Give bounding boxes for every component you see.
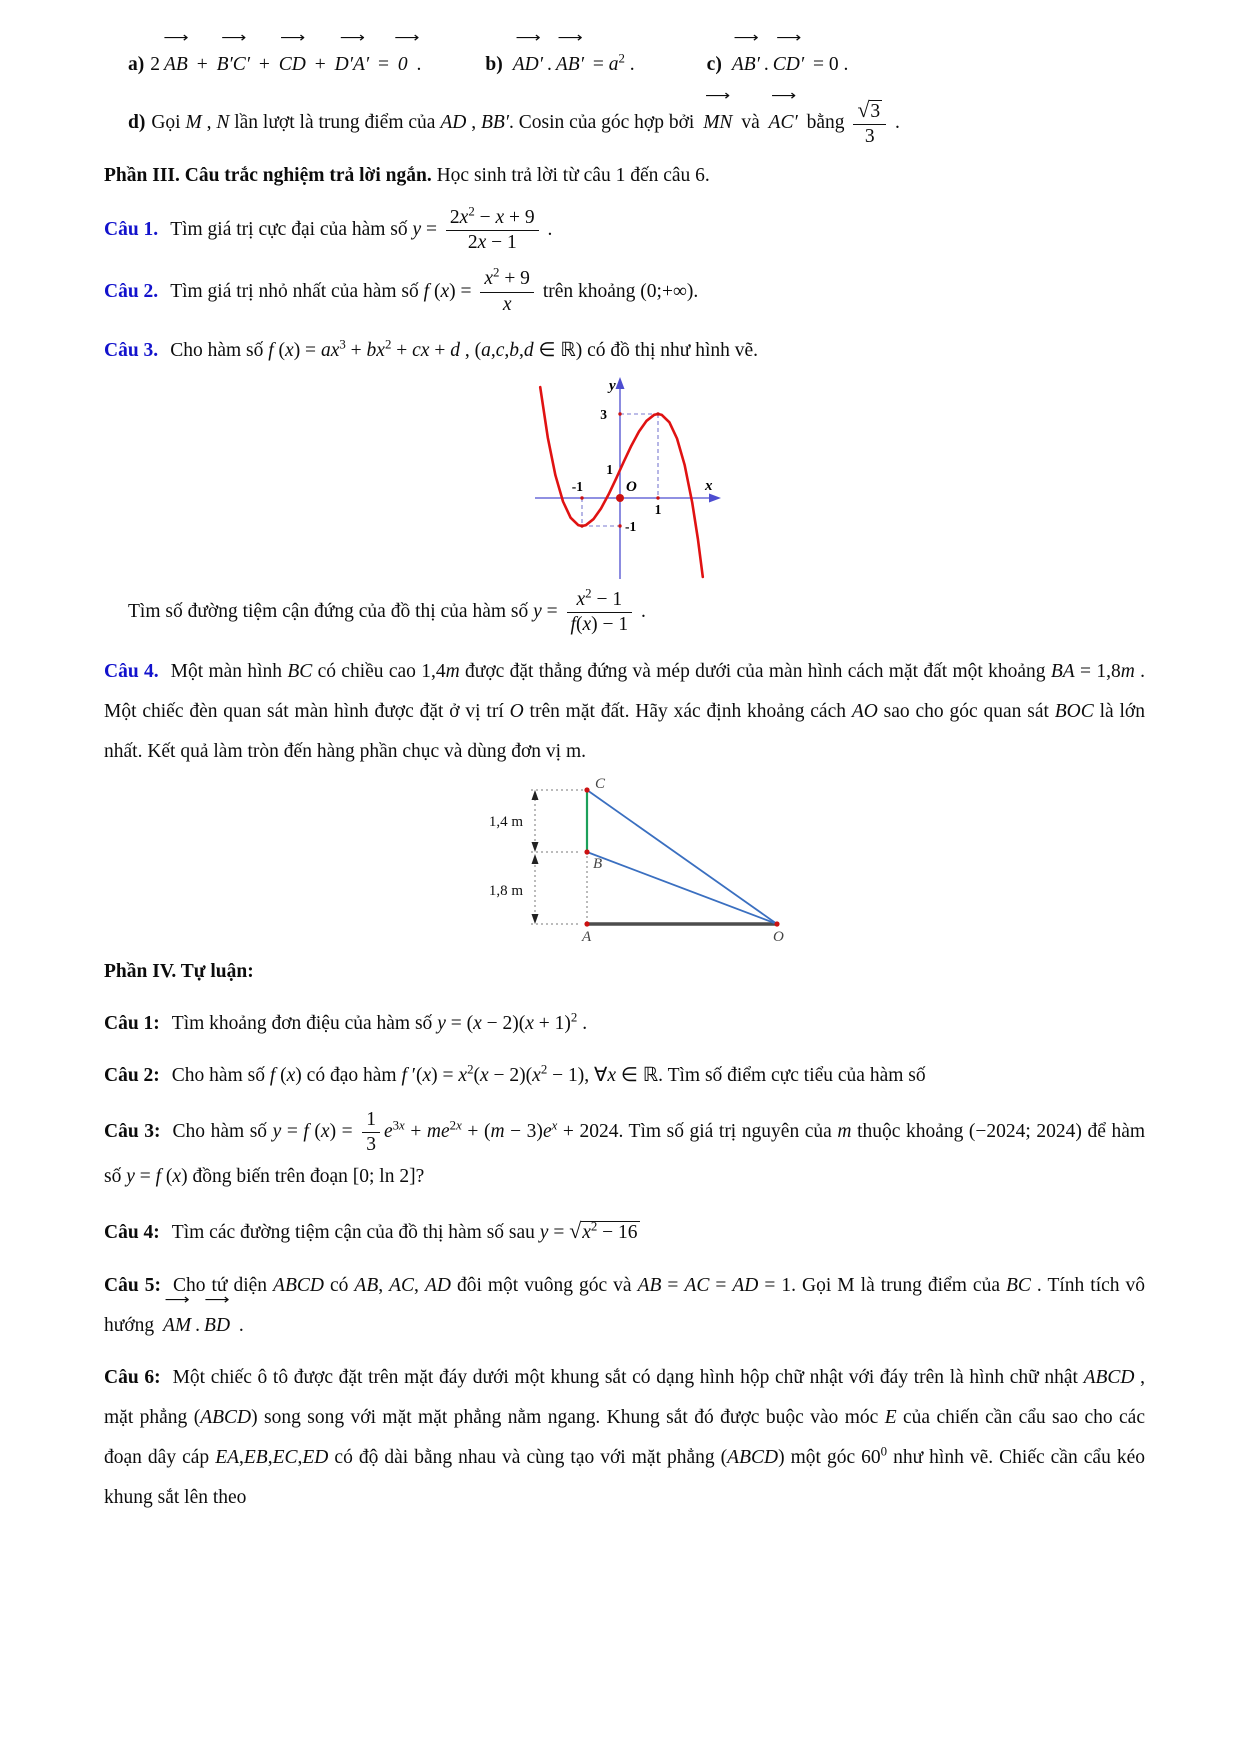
essay-2-text: Cho hàm số f (x) có đạo hàm f $'(x) = x^2(x - 2)(x^2 - 1)$, ∀x ∈ ℝ. Tìm số điểm cực tiểu của hàm số [171,1061,926,1086]
question-2 [104,267,1145,317]
essay-3 [104,1108,1145,1198]
statement-c [706,29,849,87]
point-b-label: B [592,855,602,872]
y-axis-label: y [608,378,616,395]
point-c-label: C [594,775,605,792]
origin-label: O [625,479,637,496]
essay-5-label: Câu 5: [104,1275,161,1297]
part3-heading-bold: Phần III. Câu trắc nghiệm trả lời ngắn. [104,164,432,186]
essay-4-label: Câu 4: [104,1222,160,1244]
screen-diagram [435,774,815,946]
question-3 [104,331,1145,371]
essay-6-text: Một chiếc ô tô được đặt trên mặt đáy dưới một khung sắt có dạng hình hộp chữ nhật với đáy trên là hình chữ nhật ABCD , mặt phẳng (ABCD) song song với mặt mặt phẳng nằm ngang. Khung sắt đó được buộc vào móc E của chiến cần cẩu sao cho các đoạn dây cáp EA,EB,EC,ED có độ dài bằng nhau và cùng tạo với mặt phẳng (ABCD) một góc $60^0$ như hình vẽ. Chiếc cần cẩu kéo khung sắt lên theo [104,1367,1146,1508]
part3-heading [104,156,1145,196]
cubic-graph-figure [104,373,1145,588]
question-4-text: Một màn hình BC có chiều cao 1,4m được đặt thẳng đứng và mép dưới của màn hình cách mặt đất một khoảng BA = 1,8m . Một chiếc đèn quan sát màn hình được đặt ở vị trí O trên mặt đất. Hãy xác định khoảng cách AO sao cho góc quan sát BOC là lớn nhất. Kết quả làm tròn đến hàng phần chục và dùng đơn vị m. [104,660,1145,762]
essay-2-label: Câu 2: [104,1064,160,1086]
question-1 [104,203,1145,256]
question-2-label: Câu 2. [104,280,159,302]
statement-a-label: a) [128,54,145,75]
cubic-curve [540,387,703,577]
question-3-followup-text: Tìm số đường tiệm cận đứng của đồ thị của hàm số y = $\frac{x^2 - 1}{f(x) - 1}$ . [128,601,646,622]
essay-2 [104,1056,1145,1096]
essay-1-text: Tìm khoảng đơn điệu của hàm số $y = (x - 2)(x + 1)^2$ . [171,1009,588,1034]
question-4-label: Câu 4. [104,660,159,682]
essay-1-label: Câu 1: [104,1012,160,1034]
statement-d-label: d) [128,111,146,133]
question-3-followup [104,588,1145,638]
sight-line-co [587,790,777,924]
essay-6 [104,1358,1145,1518]
y-axis-arrow [615,377,624,389]
essay-1 [104,1004,1145,1044]
tick-x-1: 1 [654,502,661,518]
point-a-label: A [581,928,591,945]
tick-x-minus1: -1 [571,479,583,495]
question-4 [104,652,1145,772]
x-axis-arrow [709,494,721,503]
statement-row-abc [104,29,1145,87]
essay-5 [104,1266,1145,1346]
part4-heading-text: Phần IV. Tự luận: [104,960,254,982]
question-1-label: Câu 1. [104,218,159,240]
tick-y-3: 3 [599,407,607,423]
measure-1-4-label: 1,4 m [488,813,523,830]
essay-3-label: Câu 3: [104,1120,161,1142]
statement-b-label: b) [485,54,503,75]
essay-4-text: Tìm các đường tiệm cận của đồ thị hàm số sau $y = √x^2 - 16$ [171,1219,638,1244]
statement-d-text: Gọi M , N lần lượt là trung điểm của AD , BB′. Cosin của góc hợp bởi MN ⟶ và AC′ ⟶ bằng $\frac{√3}{3}$ . [151,112,900,133]
statement-b-math: AD′ ⟶ . AB′ ⟶ = $a^2$ . [512,29,635,75]
cubic-graph [520,373,730,588]
question-3-text: Cho hàm số f $(x) = ax^3 + bx^2$ + cx + d , (a,c,b,d ∈ ℝ) có đồ thị như hình vẽ. [170,337,759,362]
statement-b [485,29,635,87]
origin-point [616,494,624,502]
statement-a [128,29,422,87]
measure-dotted-lines [531,790,587,924]
essay-4 [104,1209,1145,1254]
statement-c-label: c) [706,54,722,75]
sight-line-bo [587,852,777,924]
statement-d [104,88,1145,150]
essay-5-text: Cho tứ diện ABCD có AB, AC, AD đôi một vuông góc và AB = AC = AD = 1. Gọi M là trung điểm của BC . Tính tích vô hướng AM ⟶ . BD ⟶ . [104,1275,1146,1337]
question-2-text: Tìm giá trị nhỏ nhất của hàm số f (x) = $\frac{x^2 + 9}{x}$ trên khoảng (0;+∞). [170,281,698,302]
question-1-text: Tìm giá trị cực đại của hàm số y = $\frac{2x^2 - x + 9}{2x - 1}$ . [170,219,552,240]
point-o-label: O [772,928,784,945]
statement-c-math: AB′ ⟶ . CD′ ⟶ = 0 . [731,29,849,75]
essay-6-label: Câu 6: [104,1367,161,1389]
essay-3-text: Cho hàm số y = f (x) = $\frac{1}{3}$ $e^{3x} + me^{2x} + (m - 3)e^x + 2024$. Tìm số giá trị nguyên của m thuộc khoảng (−2024; 2024) để hàm số y = f (x) đồng biến trên đoạn [0; ln 2]? [104,1108,1146,1188]
part4-heading [104,952,1145,992]
part3-heading-rest: Học sinh trả lời từ câu 1 đến câu 6. [431,164,710,186]
measure-1-8-label: 1,8 m [488,882,523,899]
statement-a-math: 2 AB ⟶ + B′C′ ⟶ + CD ⟶ + D′A′ ⟶ = 0 ⟶ . [150,29,422,75]
question-3-label: Câu 3. [104,340,159,362]
x-axis-label: x [704,478,712,495]
tick-y-minus1: -1 [624,519,636,535]
tick-y-1: 1 [605,462,613,478]
screen-figure [104,774,1145,946]
